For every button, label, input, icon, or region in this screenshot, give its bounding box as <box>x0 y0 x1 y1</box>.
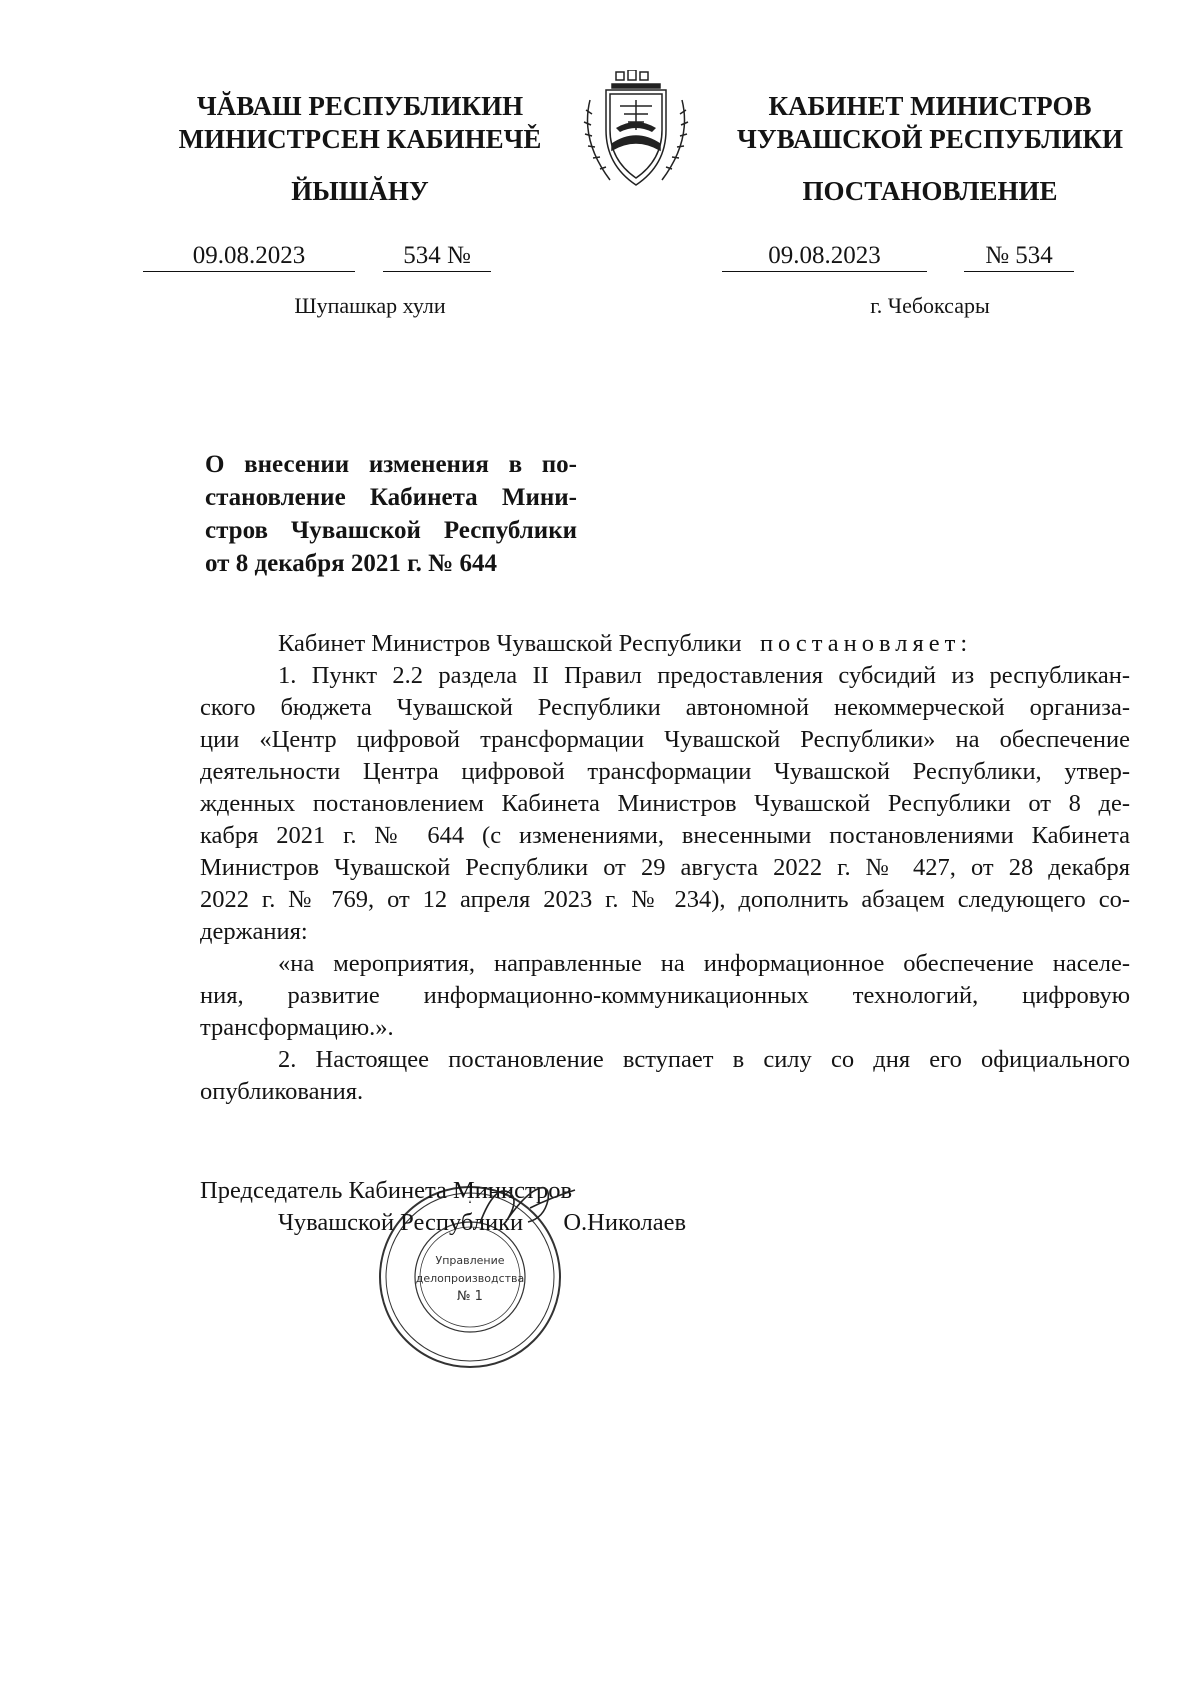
quote-line: ния, развитие информационно-коммуникационных технологий, цифровую <box>200 982 1130 1009</box>
handwritten-signature <box>470 1168 580 1243</box>
stamp-center-line3: № 1 <box>457 1289 483 1304</box>
title-line: О внесении изменения в по- <box>205 451 577 478</box>
stamp-center-line2: делопроизводства <box>415 1272 525 1285</box>
header-left-line1: ЧĂВАШ РЕСПУБЛИКИН <box>196 91 524 121</box>
number-right: № 534 <box>964 241 1074 272</box>
paragraph-line: ции «Центр цифровой трансформации Чувашской Республики» на обеспечение <box>200 726 1130 753</box>
signatory-name: О.Николаев <box>563 1209 687 1236</box>
header-right-line1: КАБИНЕТ МИНИСТРОВ <box>768 91 1092 121</box>
city-right: г. Чебоксары <box>870 293 990 318</box>
paragraph-line: ского бюджета Чувашской Республики автономной некоммерческой организа- <box>200 694 1130 721</box>
paragraph-line: кабря 2021 г. № 644 (с изменениями, внесенными постановлениями Кабинета <box>200 822 1130 849</box>
title-line: от 8 декабря 2021 г. № 644 <box>205 550 498 577</box>
signature-position-line1: Председатель Кабинета Министров <box>200 1177 573 1204</box>
document-title <box>205 448 577 580</box>
stamp-center-line1: Управление <box>435 1254 505 1267</box>
header-right-line2: ЧУВАШСКОЙ РЕСПУБЛИКИ <box>737 124 1123 154</box>
paragraph-line: держания: <box>200 918 308 945</box>
number-left: 534 № <box>383 241 491 272</box>
header-left-line2: МИНИСТРСЕН КАБИНЕЧĚ <box>178 124 542 154</box>
city-left: Шупашкар хули <box>294 293 446 318</box>
paragraph-line: 1. Пункт 2.2 раздела II Правил предоставления субсидий из республикан- <box>278 662 1130 689</box>
header-right-russian <box>705 90 1155 156</box>
quote-line: «на мероприятия, направленные на информационное обеспечение населе- <box>278 950 1130 977</box>
doc-type-right: ПОСТАНОВЛЕНИЕ <box>802 176 1058 206</box>
doc-type-left: ЙЫШĂНУ <box>291 176 429 206</box>
preamble <box>200 628 1130 660</box>
paragraph-line: 2. Настоящее постановление вступает в силу со дня его официального <box>278 1046 1130 1073</box>
paragraph-line: 2022 г. № 769, от 12 апреля 2023 г. № 234), дополнить абзацем следующего со- <box>200 886 1130 913</box>
title-line: стров Чувашской Республики <box>205 517 577 544</box>
quote-line: трансформацию.». <box>200 1014 394 1041</box>
paragraph-line: опубликования. <box>200 1078 364 1105</box>
date-left: 09.08.2023 <box>143 241 355 272</box>
paragraph-line: Министров Чувашской Республики от 29 августа 2022 г. № 427, от 28 декабря <box>200 854 1130 881</box>
date-right: 09.08.2023 <box>722 241 927 272</box>
signature-position-text: Чувашской Республики <box>278 1209 524 1236</box>
title-line: становление Кабинета Мини- <box>205 484 577 511</box>
preamble-verb: постановляет: <box>759 630 973 657</box>
preamble-text: Кабинет Министров Чувашской Республики <box>278 630 742 657</box>
header-left-chuvash <box>150 90 570 156</box>
coat-of-arms-emblem <box>576 70 696 200</box>
document-body <box>200 628 1130 1108</box>
paragraph-line: деятельности Центра цифровой трансформации Чувашской Республики, утвер- <box>200 758 1130 785</box>
paragraph-line: жденных постановлением Кабинета Министров Чувашской Республики от 8 де- <box>200 790 1130 817</box>
